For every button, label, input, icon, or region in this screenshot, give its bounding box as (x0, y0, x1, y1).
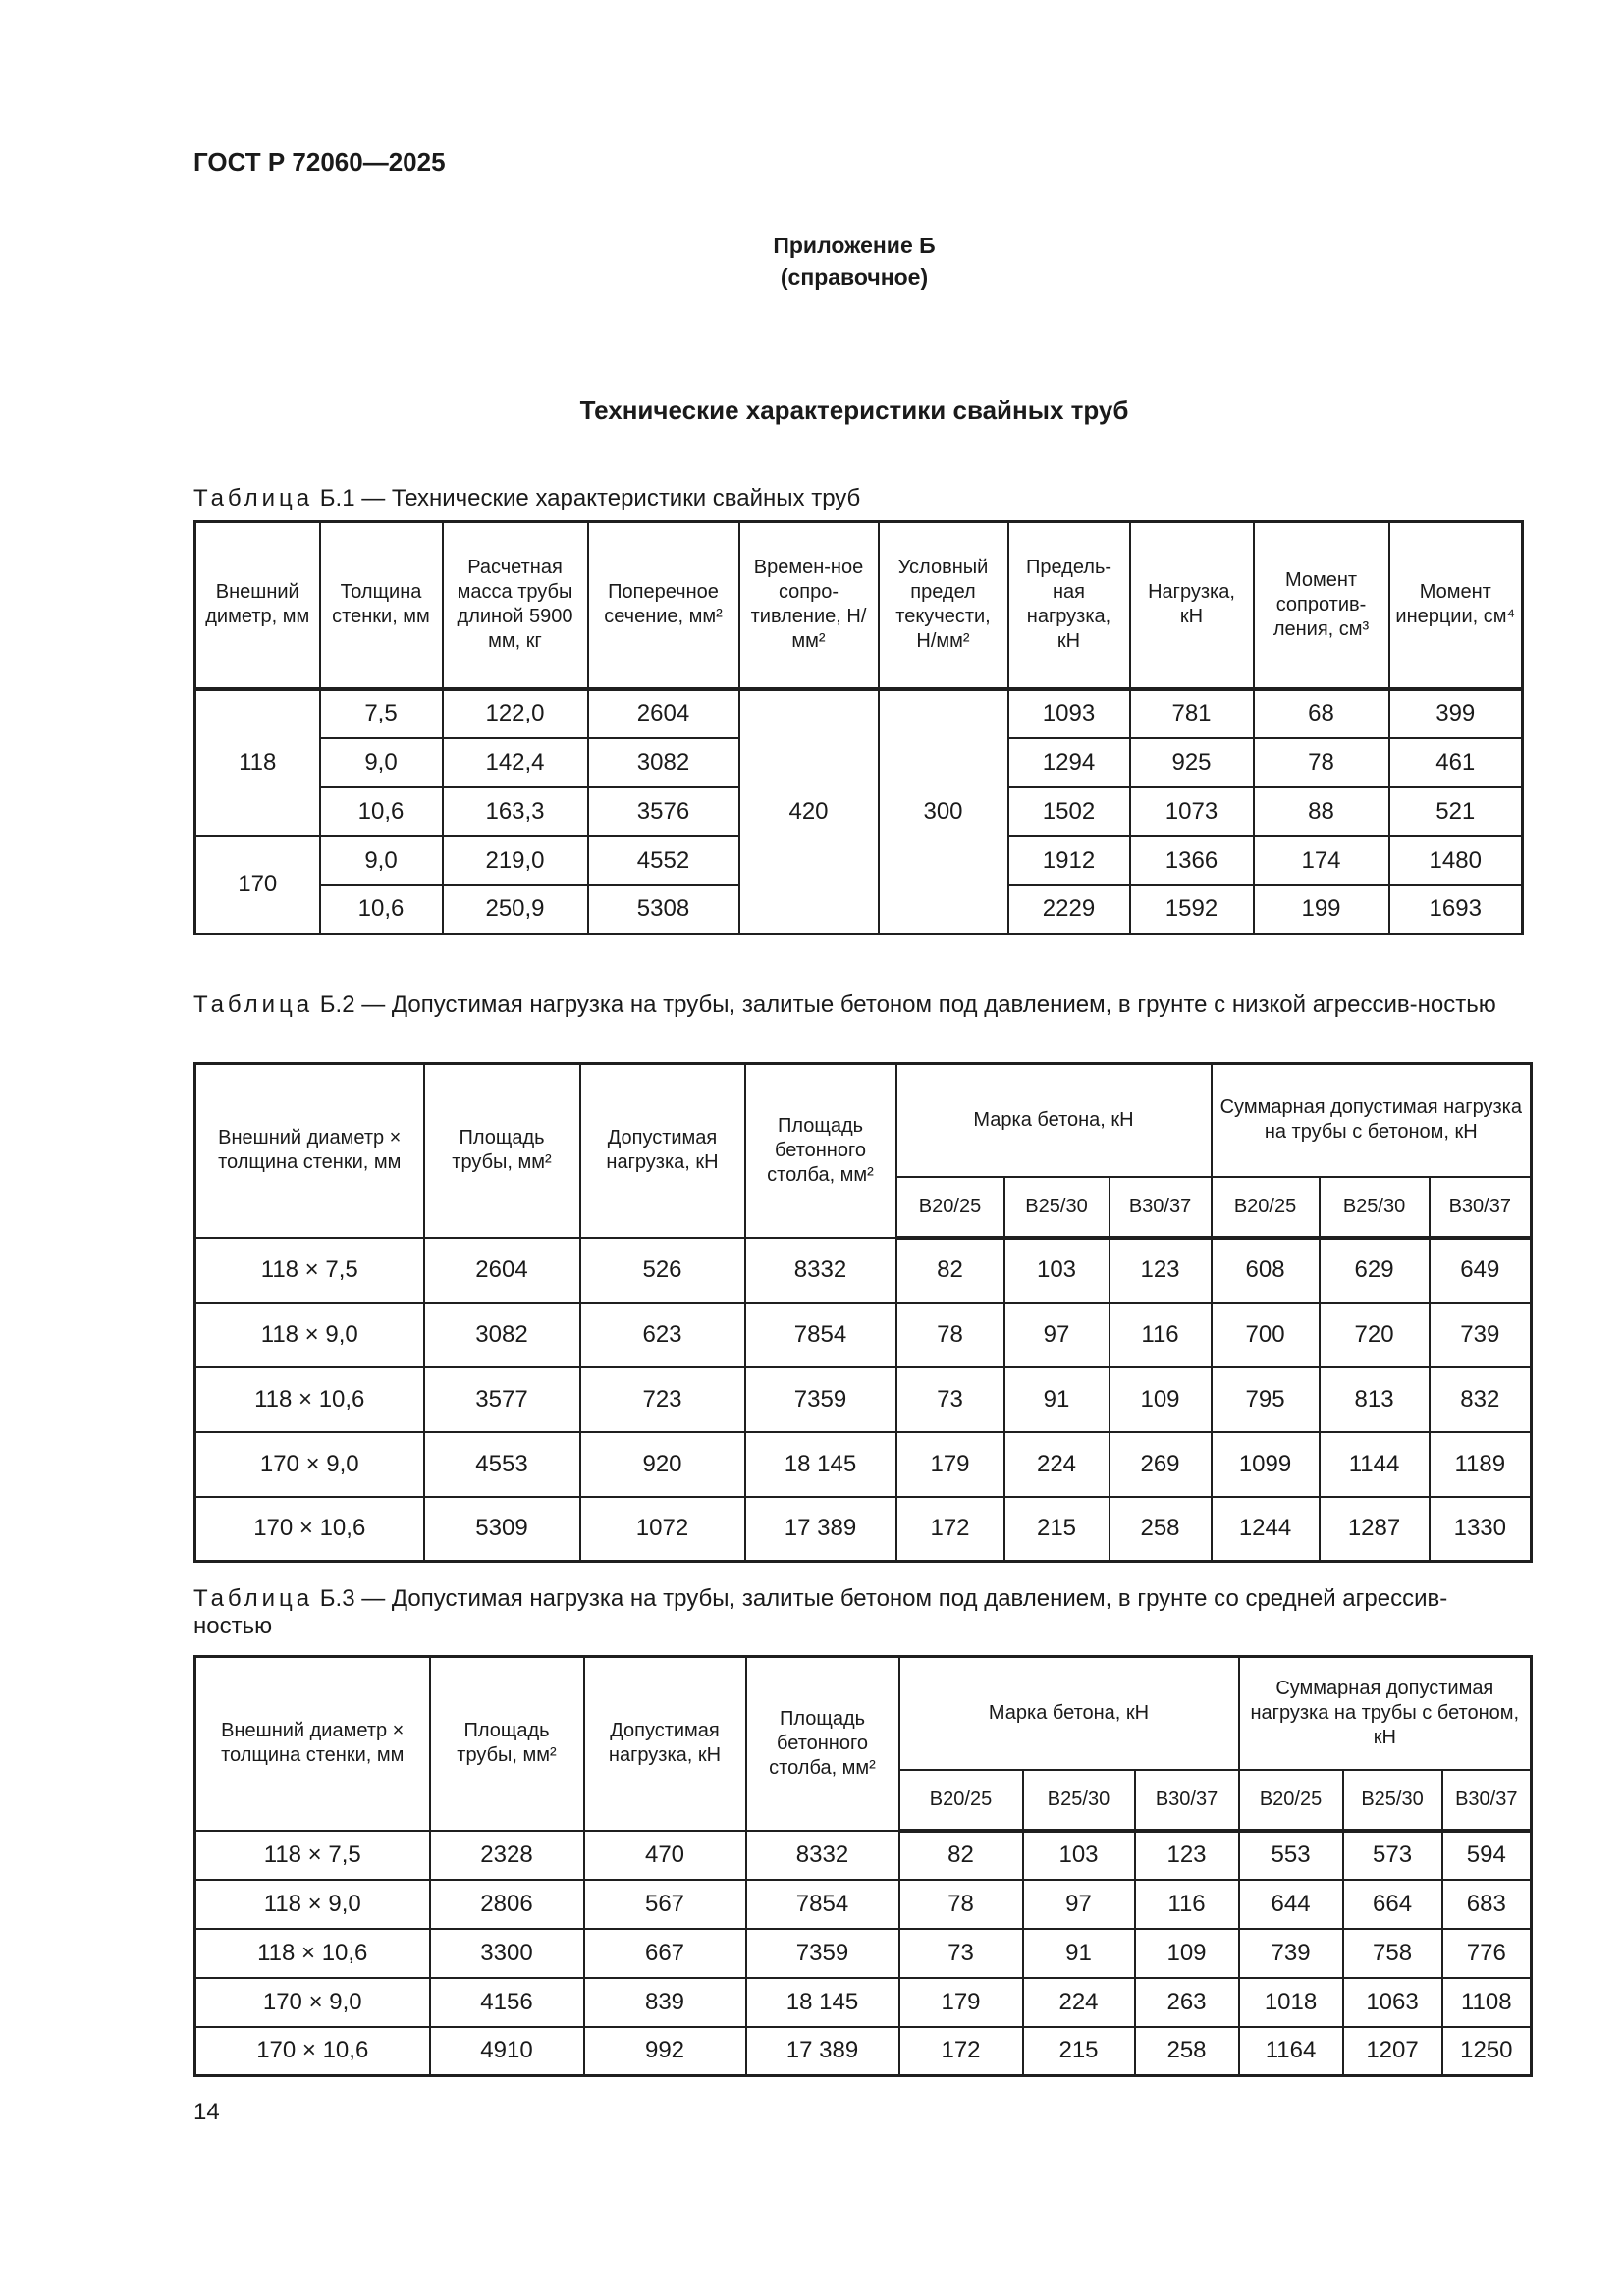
table3-subheader: В30/37 (1135, 1770, 1239, 1831)
table-cell: 123 (1135, 1831, 1239, 1880)
table-cell: 4156 (430, 1978, 584, 2027)
table-cell: 920 (580, 1432, 745, 1497)
table-cell: 2806 (430, 1880, 584, 1929)
table2-caption-text: Б.2 — Допустимая нагрузка на трубы, залитые бетоном под давлением, в грунте с низкой агрессив-ностью (319, 991, 1496, 1018)
table-row (195, 2027, 1532, 2076)
table-cell: 199 (1254, 885, 1389, 934)
table-cell: 118 × 7,5 (195, 1238, 424, 1303)
table-cell: 82 (899, 1831, 1023, 1880)
table-cell: 103 (1023, 1831, 1135, 1880)
table-cell: 116 (1110, 1303, 1212, 1367)
table-cell: 170 × 10,6 (195, 1497, 424, 1562)
table-cell: 91 (1004, 1367, 1110, 1432)
table-cell: 1073 (1130, 787, 1254, 836)
table-cell: 700 (1212, 1303, 1320, 1367)
table3-caption (193, 1585, 1519, 1640)
table-cell: 142,4 (443, 738, 588, 787)
table-cell: 567 (584, 1880, 746, 1929)
table-cell: 573 (1343, 1831, 1442, 1880)
table-cell: 7854 (746, 1880, 899, 1929)
table-cell: 179 (899, 1978, 1023, 2027)
table-cell: 4552 (588, 836, 739, 885)
table-cell: 470 (584, 1831, 746, 1880)
table2-subheader: В20/25 (1212, 1177, 1320, 1238)
table-cell: 116 (1135, 1880, 1239, 1929)
table2-caption-label: Таблица (193, 991, 314, 1018)
table-cell: 97 (1023, 1880, 1135, 1929)
table-cell: 172 (896, 1497, 1004, 1562)
table-cell: 1189 (1430, 1432, 1532, 1497)
table-cell: 1093 (1008, 689, 1130, 738)
table-cell: 3300 (430, 1929, 584, 1978)
table-cell: 1294 (1008, 738, 1130, 787)
table-cell: 118 × 10,6 (195, 1367, 424, 1432)
table-cell: 832 (1430, 1367, 1532, 1432)
table-cell: 608 (1212, 1238, 1320, 1303)
table-cell: 1244 (1212, 1497, 1320, 1562)
table-cell: 1108 (1442, 1978, 1532, 2027)
table-cell: 667 (584, 1929, 746, 1978)
table-cell: 73 (899, 1929, 1023, 1978)
table1-header-strength: Времен-ное сопро-тивление, Н/мм² (739, 522, 879, 689)
table-cell: 170 × 9,0 (195, 1978, 430, 2027)
table-cell: 109 (1110, 1367, 1212, 1432)
table2-subheader: В30/37 (1110, 1177, 1212, 1238)
table-cell: 758 (1343, 1929, 1442, 1978)
table3-header-column-area: Площадь бетонного столба, мм² (746, 1657, 899, 1831)
table-cell: 8332 (746, 1831, 899, 1880)
table-row (195, 1303, 1532, 1367)
table-cell: 91 (1023, 1929, 1135, 1978)
table-cell: 1099 (1212, 1432, 1320, 1497)
table-cell: 17 389 (745, 1497, 896, 1562)
table-cell: 594 (1442, 1831, 1532, 1880)
table-cell: 123 (1110, 1238, 1212, 1303)
table-cell: 5309 (424, 1497, 580, 1562)
table3-header-row (195, 1657, 1532, 1770)
table2-header-pipe-area: Площадь трубы, мм² (424, 1064, 580, 1238)
table-cell: 170 × 10,6 (195, 2027, 430, 2076)
table1-header-row (195, 522, 1523, 689)
table-cell: 839 (584, 1978, 746, 2027)
table-cell: 623 (580, 1303, 745, 1367)
table-cell: 925 (1130, 738, 1254, 787)
table-cell: 258 (1135, 2027, 1239, 2076)
table-cell: 170 × 9,0 (195, 1432, 424, 1497)
table-cell: 215 (1023, 2027, 1135, 2076)
table-cell: 526 (580, 1238, 745, 1303)
table-cell: 179 (896, 1432, 1004, 1497)
table-cell: 461 (1389, 738, 1523, 787)
table-row (195, 1238, 1532, 1303)
document-code: ГОСТ Р 72060—2025 (193, 147, 446, 177)
table-cell: 7359 (746, 1929, 899, 1978)
table1-header-mass: Расчетная масса трубы длиной 5900 мм, кг (443, 522, 588, 689)
table-row (195, 1367, 1532, 1432)
appendix-subtitle: (справочное) (780, 264, 929, 290)
table2-header-row (195, 1064, 1532, 1177)
table1-caption-text: Б.1 — Технические характеристики свайных труб (319, 485, 861, 511)
table-cell: 7,5 (320, 689, 443, 738)
table-cell: 2604 (424, 1238, 580, 1303)
table-cell: 224 (1004, 1432, 1110, 1497)
table-cell: 224 (1023, 1978, 1135, 2027)
table-row (195, 689, 1523, 738)
table-cell: 1018 (1239, 1978, 1343, 2027)
table-cell: 4910 (430, 2027, 584, 2076)
table-cell: 215 (1004, 1497, 1110, 1562)
table-cell: 122,0 (443, 689, 588, 738)
table-b1 (193, 520, 1524, 935)
table2-subheader: В30/37 (1430, 1177, 1532, 1238)
table-cell: 18 145 (746, 1978, 899, 2027)
table3-subheader: В25/30 (1343, 1770, 1442, 1831)
table-cell: 399 (1389, 689, 1523, 738)
table-cell: 269 (1110, 1432, 1212, 1497)
table-cell: 78 (1254, 738, 1389, 787)
table3-caption-label: Таблица (193, 1585, 314, 1612)
table2-subheader: В20/25 (896, 1177, 1004, 1238)
table3-caption-text: Б.3 — Допустимая нагрузка на трубы, залитые бетоном под давлением, в грунте со средней агрессив-ностью (193, 1585, 1448, 1639)
table-cell: 683 (1442, 1880, 1532, 1929)
table-cell: 68 (1254, 689, 1389, 738)
yield-strength-cell: 300 (879, 689, 1008, 934)
appendix-heading (0, 230, 1624, 293)
table-cell: 1164 (1239, 2027, 1343, 2076)
table3-subheader: В20/25 (1239, 1770, 1343, 1831)
table-cell: 521 (1389, 787, 1523, 836)
table-cell: 1366 (1130, 836, 1254, 885)
appendix-title: Приложение Б (773, 233, 936, 258)
table-cell: 250,9 (443, 885, 588, 934)
table-cell: 2229 (1008, 885, 1130, 934)
table-cell: 1144 (1320, 1432, 1430, 1497)
table-cell: 88 (1254, 787, 1389, 836)
table3-header-total-load: Суммарная допустимая нагрузка на трубы с бетоном, кН (1239, 1657, 1532, 1770)
table-cell: 9,0 (320, 738, 443, 787)
table1-header-diameter: Внешний диметр, мм (195, 522, 320, 689)
table-row (195, 1978, 1532, 2027)
table2-header-concrete-grade: Марка бетона, кН (896, 1064, 1212, 1177)
page-number: 14 (193, 2099, 220, 2125)
table-cell: 263 (1135, 1978, 1239, 2027)
table-cell: 3576 (588, 787, 739, 836)
table-cell: 7854 (745, 1303, 896, 1367)
table-cell: 739 (1239, 1929, 1343, 1978)
table3-subheader: В30/37 (1442, 1770, 1532, 1831)
table-cell: 3577 (424, 1367, 580, 1432)
table-cell: 1330 (1430, 1497, 1532, 1562)
table-cell: 1502 (1008, 787, 1130, 836)
table-cell: 813 (1320, 1367, 1430, 1432)
table-b3 (193, 1655, 1533, 2077)
table-cell: 1480 (1389, 836, 1523, 885)
tensile-strength-cell: 420 (739, 689, 879, 934)
table-cell: 78 (896, 1303, 1004, 1367)
table-cell: 664 (1343, 1880, 1442, 1929)
table1-header-section: Поперечное сечение, мм² (588, 522, 739, 689)
table1-header-limit-load: Предель-ная нагрузка, кН (1008, 522, 1130, 689)
table-cell: 8332 (745, 1238, 896, 1303)
table-cell: 629 (1320, 1238, 1430, 1303)
table-cell: 1250 (1442, 2027, 1532, 2076)
table-cell: 2328 (430, 1831, 584, 1880)
table-cell: 7359 (745, 1367, 896, 1432)
table1-caption (193, 485, 1519, 512)
table-cell: 553 (1239, 1831, 1343, 1880)
table-cell: 3082 (588, 738, 739, 787)
table1-header-wall: Толщина стенки, мм (320, 522, 443, 689)
table-cell: 649 (1430, 1238, 1532, 1303)
table2-subheader: В25/30 (1320, 1177, 1430, 1238)
table-cell: 163,3 (443, 787, 588, 836)
table-cell: 172 (899, 2027, 1023, 2076)
table2-subheader: В25/30 (1004, 1177, 1110, 1238)
table2-caption (193, 991, 1519, 1019)
table-cell: 219,0 (443, 836, 588, 885)
table-row (195, 1880, 1532, 1929)
table3-subheader: В20/25 (899, 1770, 1023, 1831)
outer-diameter-cell: 170 (195, 836, 320, 934)
table-cell: 174 (1254, 836, 1389, 885)
table1-header-inertia: Момент инерции, см⁴ (1389, 522, 1523, 689)
table-cell: 10,6 (320, 787, 443, 836)
outer-diameter-cell: 118 (195, 689, 320, 836)
table-cell: 720 (1320, 1303, 1430, 1367)
table1-header-load: Нагрузка, кН (1130, 522, 1254, 689)
table-cell: 118 × 9,0 (195, 1880, 430, 1929)
table-cell: 103 (1004, 1238, 1110, 1303)
table-cell: 1072 (580, 1497, 745, 1562)
table-cell: 9,0 (320, 836, 443, 885)
table1-header-section-modulus: Момент сопротив-ления, см³ (1254, 522, 1389, 689)
table-cell: 723 (580, 1367, 745, 1432)
table-row (195, 1497, 1532, 1562)
table-cell: 78 (899, 1880, 1023, 1929)
table-cell: 1287 (1320, 1497, 1430, 1562)
table-cell: 781 (1130, 689, 1254, 738)
table-cell: 97 (1004, 1303, 1110, 1367)
table-cell: 73 (896, 1367, 1004, 1432)
table2-header-column-area: Площадь бетонного столба, мм² (745, 1064, 896, 1238)
table-cell: 18 145 (745, 1432, 896, 1497)
table-cell: 1207 (1343, 2027, 1442, 2076)
table-row (195, 1929, 1532, 1978)
table-cell: 776 (1442, 1929, 1532, 1978)
table-cell: 1592 (1130, 885, 1254, 934)
table3-subheader: В25/30 (1023, 1770, 1135, 1831)
table-cell: 118 × 7,5 (195, 1831, 430, 1880)
table-cell: 82 (896, 1238, 1004, 1303)
table-cell: 1912 (1008, 836, 1130, 885)
table-cell: 5308 (588, 885, 739, 934)
table-cell: 795 (1212, 1367, 1320, 1432)
table3-header-pipe-area: Площадь трубы, мм² (430, 1657, 584, 1831)
table-cell: 109 (1135, 1929, 1239, 1978)
table2-header-dimension: Внешний диаметр × толщина стенки, мм (195, 1064, 424, 1238)
table-row (195, 1432, 1532, 1497)
table3-header-allowable-load: Допустимая нагрузка, кН (584, 1657, 746, 1831)
table-cell: 1063 (1343, 1978, 1442, 2027)
table2-header-total-load: Суммарная допустимая нагрузка на трубы с бетоном, кН (1212, 1064, 1532, 1177)
table-cell: 118 × 10,6 (195, 1929, 430, 1978)
table2-header-allowable-load: Допустимая нагрузка, кН (580, 1064, 745, 1238)
table3-header-concrete-grade: Марка бетона, кН (899, 1657, 1239, 1770)
table-cell: 644 (1239, 1880, 1343, 1929)
table1-header-yield: Условный предел текучести, Н/мм² (879, 522, 1008, 689)
table-cell: 118 × 9,0 (195, 1303, 424, 1367)
table-cell: 1693 (1389, 885, 1523, 934)
table-cell: 10,6 (320, 885, 443, 934)
table-b2 (193, 1062, 1533, 1563)
table-cell: 258 (1110, 1497, 1212, 1562)
section-title: Технические характеристики свайных труб (579, 396, 1129, 425)
table-cell: 17 389 (746, 2027, 899, 2076)
table1-caption-label: Таблица (193, 485, 314, 511)
table-row (195, 1831, 1532, 1880)
table-cell: 739 (1430, 1303, 1532, 1367)
table-cell: 4553 (424, 1432, 580, 1497)
table3-header-dimension: Внешний диаметр × толщина стенки, мм (195, 1657, 430, 1831)
table-cell: 3082 (424, 1303, 580, 1367)
table-cell: 992 (584, 2027, 746, 2076)
table-cell: 2604 (588, 689, 739, 738)
